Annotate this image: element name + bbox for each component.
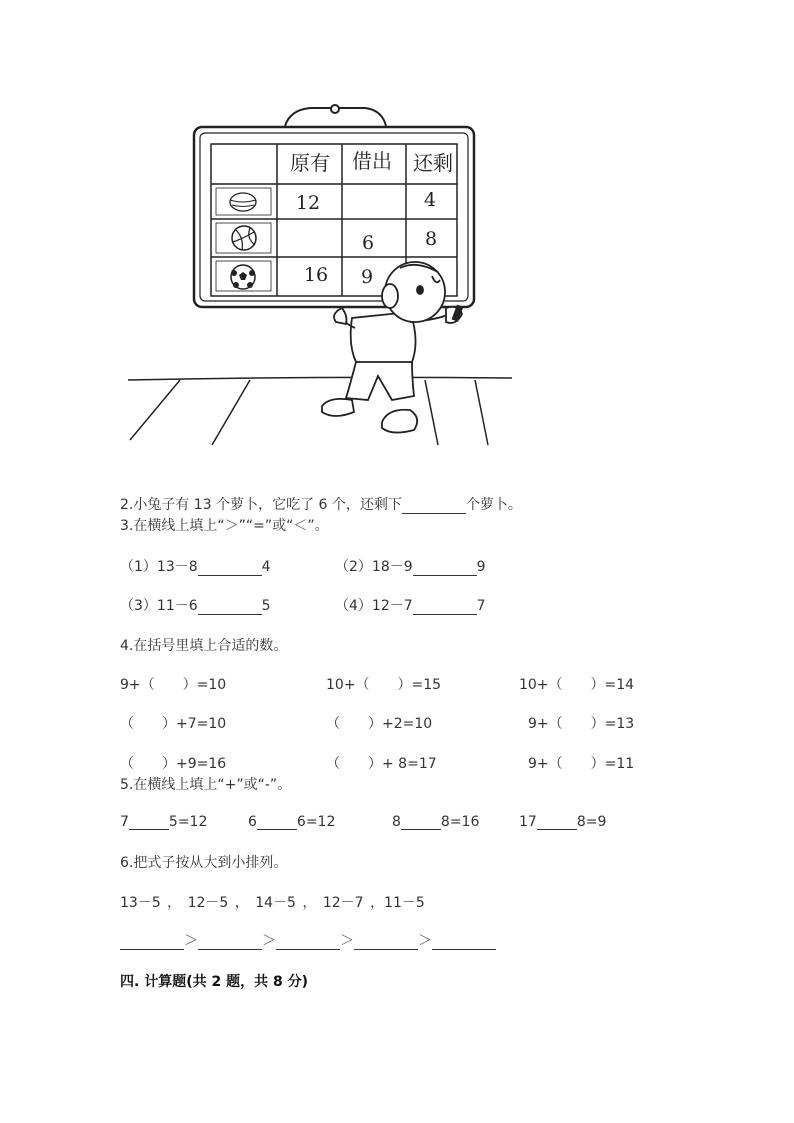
header-original: 原有 — [290, 151, 330, 175]
q2-text-before: 2.小兔子有 13 个萝卜，它吃了 6 个，还剩下 — [120, 497, 402, 513]
q3-item-2-blank[interactable] — [413, 561, 477, 576]
q3-item-1-right: 4 — [261, 559, 271, 575]
row1-remaining: 4 — [423, 189, 437, 211]
question-2 — [120, 494, 522, 514]
q4-item-2[interactable]: 10+（ ）=15 — [326, 677, 442, 693]
q5-item-3-right: 8=16 — [440, 814, 480, 830]
q6-title: 6.把式子按从大到小排列。 — [120, 855, 288, 871]
q3-item-4-left: （4）12－7 — [335, 598, 413, 614]
header-remaining: 还剩 — [413, 151, 453, 175]
q3-item-3-blank[interactable] — [198, 600, 262, 615]
q5-item-4-left: 17 — [519, 814, 537, 830]
q5-item-1-left: 7 — [120, 814, 129, 830]
q6-blank-3[interactable] — [276, 935, 340, 950]
q4-item-7[interactable]: （ ）+9=16 — [120, 756, 227, 772]
q5-item-3 — [392, 814, 479, 830]
q6-gt-1: ＞ — [184, 933, 198, 949]
q3-title: 3.在横线上填上“＞”“=”或“＜”。 — [120, 518, 329, 534]
header-lent: 借出 — [352, 149, 392, 173]
q5-item-2 — [248, 814, 335, 830]
q3-item-1-blank[interactable] — [198, 561, 262, 576]
q5-item-2-left: 6 — [248, 814, 257, 830]
q4-item-8[interactable]: （ ）+ 8=17 — [326, 756, 437, 772]
q5-item-1-right: 5=12 — [168, 814, 208, 830]
q5-item-2-right: 6=12 — [296, 814, 336, 830]
row2-remaining: 8 — [424, 228, 438, 250]
q4-item-6[interactable]: 9+（ ）=13 — [528, 716, 635, 732]
row1-original: 12 — [295, 192, 321, 214]
q6-gt-4: ＞ — [418, 933, 432, 949]
q3-item-4 — [335, 595, 486, 615]
q5-item-2-blank[interactable] — [257, 815, 297, 830]
q6-blank-1[interactable] — [120, 935, 184, 950]
section-4-title: 四. 计算题(共 2 题，共 8 分) — [120, 974, 308, 990]
q3-item-4-blank[interactable] — [413, 600, 477, 615]
q4-item-9[interactable]: 9+（ ）=11 — [528, 756, 635, 772]
q5-item-4-blank[interactable] — [537, 815, 577, 830]
basketball-icon — [230, 193, 256, 211]
q2-text-after: 个萝卜。 — [465, 497, 522, 513]
q4-item-3[interactable]: 10+（ ）=14 — [519, 677, 635, 693]
soccer-ball-icon — [231, 265, 255, 289]
q3-item-2-left: （2）18－9 — [335, 559, 413, 575]
q4-item-4[interactable]: （ ）+7=10 — [120, 716, 227, 732]
q5-item-4 — [519, 814, 606, 830]
q4-item-1[interactable]: 9+（ ）=10 — [120, 677, 227, 693]
board-illustration — [120, 100, 520, 450]
q5-item-3-blank[interactable] — [401, 815, 441, 830]
q3-item-3-right: 5 — [261, 598, 271, 614]
floor-lines — [128, 377, 512, 445]
q6-gt-2: ＞ — [262, 933, 276, 949]
row2-lent: 6 — [361, 232, 375, 254]
q2-answer-blank[interactable] — [402, 499, 466, 514]
volleyball-icon — [232, 226, 256, 250]
q3-item-3-left: （3）11－6 — [120, 598, 198, 614]
q4-item-5[interactable]: （ ）+2=10 — [326, 716, 433, 732]
row3-original: 16 — [303, 264, 329, 286]
q6-gt-3: ＞ — [340, 933, 354, 949]
q5-item-3-left: 8 — [392, 814, 401, 830]
row3-lent: 9 — [360, 266, 374, 288]
q6-blank-2[interactable] — [198, 935, 262, 950]
q5-title: 5.在横线上填上“+”或“-”。 — [120, 777, 292, 793]
q6-blank-4[interactable] — [354, 935, 418, 950]
q6-expressions: 13－5 ， 12－5 ， 14－5 ， 12－7 ，11－5 — [120, 895, 425, 911]
q4-title: 4.在括号里填上合适的数。 — [120, 638, 288, 654]
q3-item-1-left: （1）13－8 — [120, 559, 198, 575]
q3-item-4-right: 7 — [476, 598, 486, 614]
q3-item-1 — [120, 556, 271, 576]
q5-item-1 — [120, 814, 207, 830]
q6-blank-5[interactable] — [432, 935, 496, 950]
q3-item-2 — [335, 556, 486, 576]
q5-item-1-blank[interactable] — [129, 815, 169, 830]
q6-answer-line — [120, 930, 496, 950]
q5-item-4-right: 8=9 — [576, 814, 607, 830]
q3-item-3 — [120, 595, 271, 615]
q3-item-2-right: 9 — [476, 559, 486, 575]
